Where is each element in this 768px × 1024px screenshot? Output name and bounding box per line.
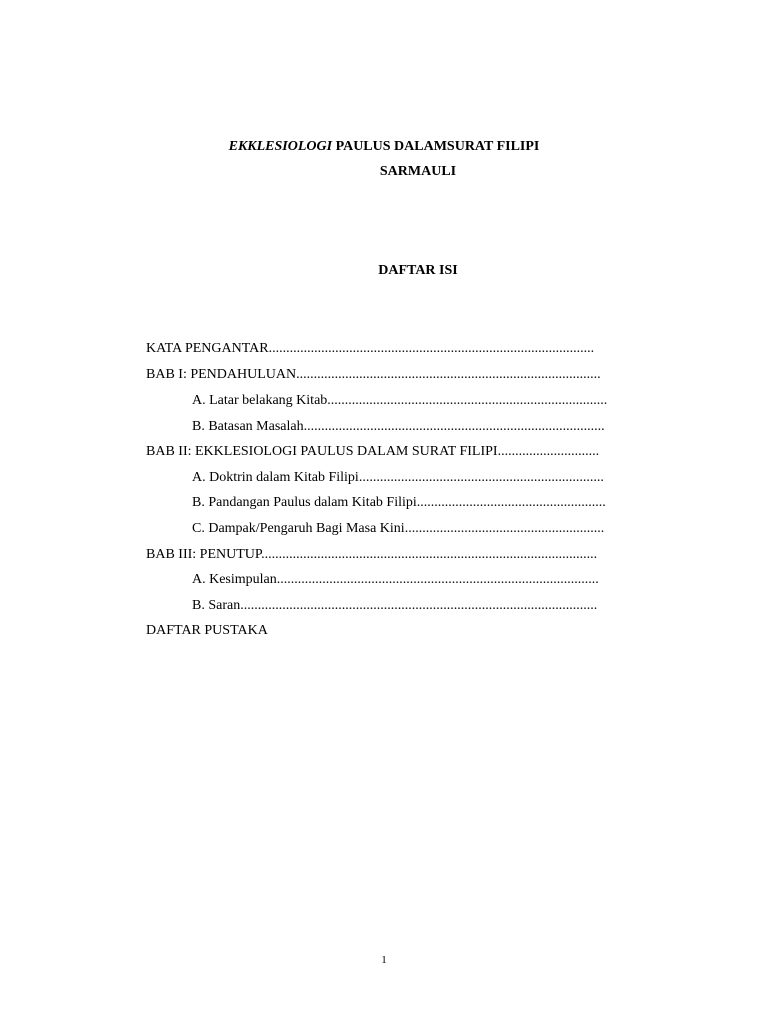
toc-item-dots: ...................................................................... [358, 470, 604, 485]
document-title-rest: PAULUS DALAMSURAT FILIPI [332, 139, 540, 154]
toc-item-dots: ...................................................... [416, 495, 606, 510]
toc-item-label: C. Dampak/Pengaruh Bagi Masa Kini [192, 521, 405, 536]
toc-item-label: A. Latar belakang Kitab [192, 393, 328, 408]
toc-item-pandangan-paulus [192, 494, 652, 512]
toc-item-dots: ............................................................................................. [268, 341, 595, 356]
toc-heading: DAFTAR ISI [378, 263, 458, 278]
toc-item-dampak [192, 520, 650, 538]
toc-item-kata-pengantar [146, 340, 658, 358]
toc-item-bab-1 [146, 366, 656, 384]
toc-item-label: B. Batasan Masalah [192, 419, 304, 434]
toc-item-daftar-pustaka [146, 622, 446, 640]
toc-item-label: B. Pandangan Paulus dalam Kitab Filipi [192, 495, 417, 510]
toc-item-dots: ................................................................................ [327, 393, 608, 408]
toc-item-dots: ......................................................... [404, 521, 605, 536]
toc-item-label-suffix: PAULUS DALAM SURAT FILIPI [296, 444, 498, 459]
toc-item-saran [192, 597, 646, 615]
toc-item-label: A. Doktrin dalam Kitab Filipi [192, 470, 359, 485]
toc-item-dots: ................................................................................................ [261, 547, 598, 562]
toc-item-bab-2 [146, 443, 654, 461]
toc-item-label-italic: EKKLESIOLOGI [195, 444, 297, 459]
toc-item-dots: ...................................................................................... [303, 419, 605, 434]
toc-item-kesimpulan [192, 571, 646, 589]
toc-item-doktrin [192, 469, 650, 487]
toc-item-label: KATA PENGANTAR [146, 341, 269, 356]
toc-item-latar-belakang [192, 392, 654, 410]
toc-item-label: A. Kesimpulan [192, 572, 277, 587]
toc-item-label: B. Saran [192, 598, 241, 613]
document-title-italic: EKKLESIOLOGI [228, 139, 333, 154]
toc-item-dots: ............................. [497, 444, 600, 459]
toc-item-dots: ............................................................................................ [276, 572, 599, 587]
toc-item-dots: ...................................................................................................... [240, 598, 598, 613]
toc-item-label: BAB I: PENDAHULUAN [146, 367, 297, 382]
toc-item-dots: ....................................................................................... [296, 367, 601, 382]
toc-item-bab-3 [146, 546, 654, 564]
page-number: 1 [381, 954, 387, 966]
document-author: SARMAULI [379, 164, 457, 179]
toc-item-label-prefix: BAB II: [146, 444, 195, 459]
toc-item-label: BAB III: PENUTUP [146, 547, 262, 562]
toc-item-label: DAFTAR PUSTAKA [146, 623, 268, 638]
document-title [0, 138, 768, 156]
toc-item-batasan-masalah [192, 418, 650, 436]
